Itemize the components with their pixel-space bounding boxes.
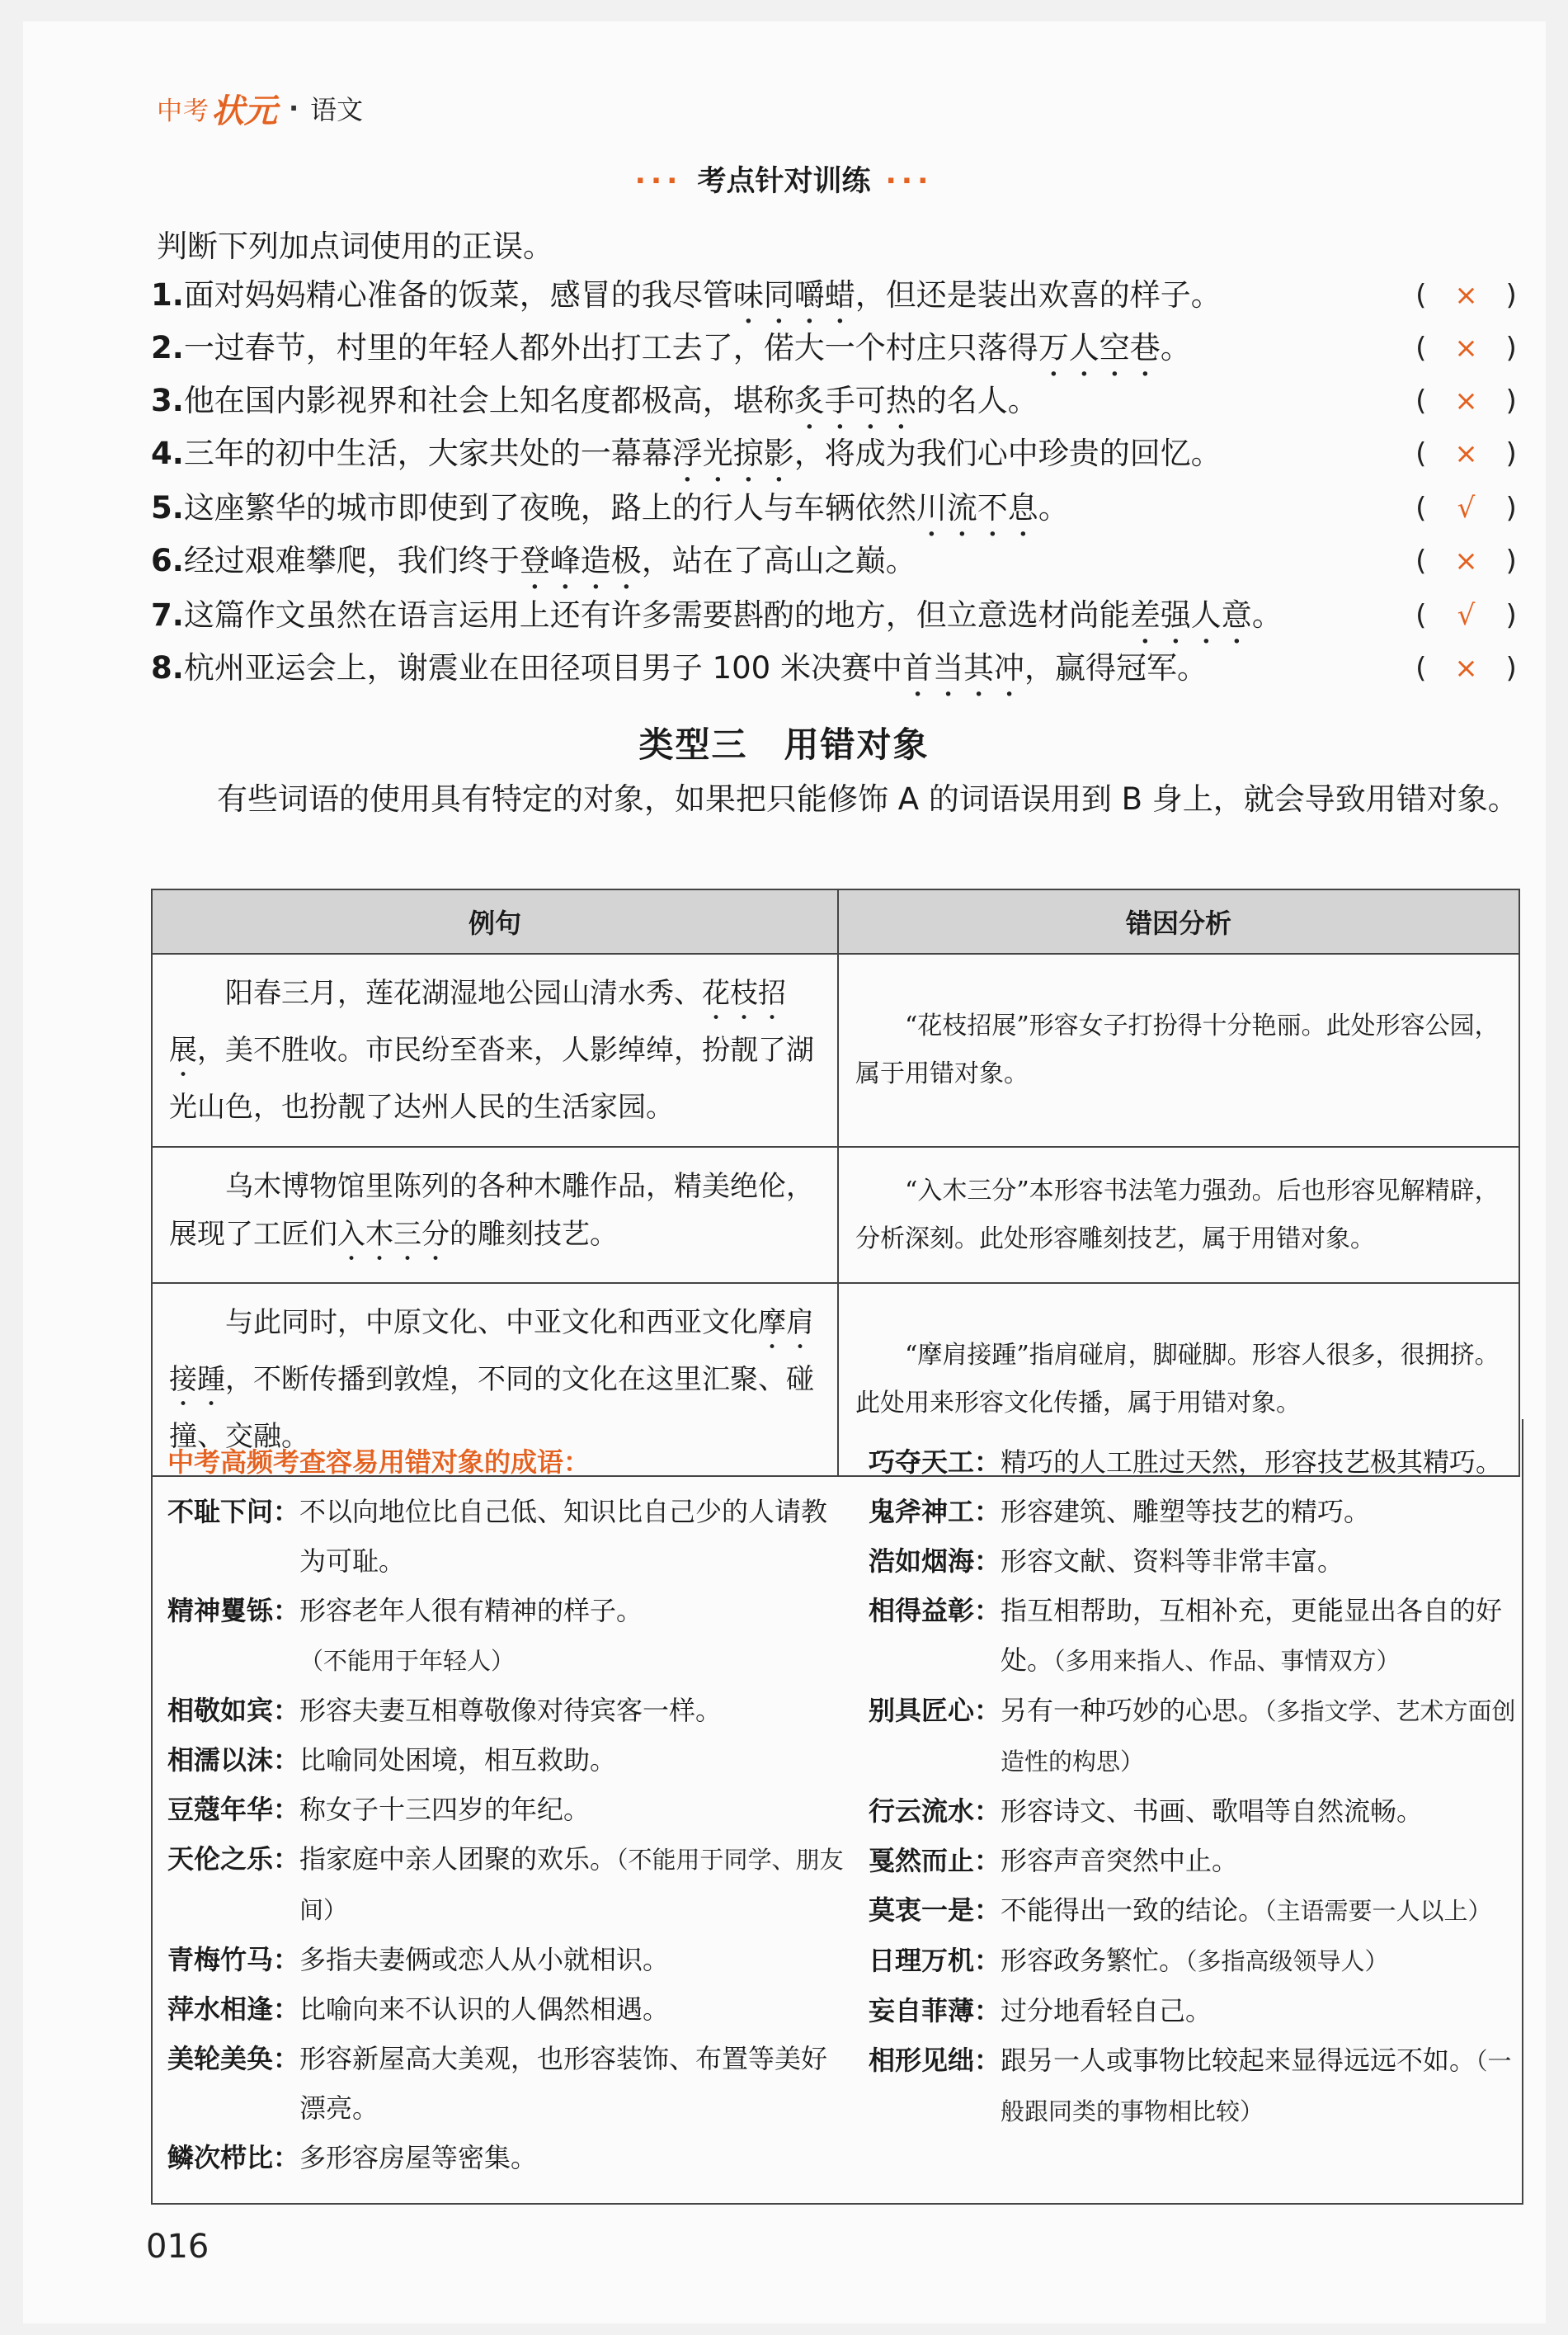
emphasized-idiom: 炙手可热: [793, 383, 916, 418]
idiom-column-left: [167, 1437, 844, 2182]
idiom-note: （一般跟同类的事物相比较）: [1001, 2047, 1512, 2125]
question-number: 4.: [151, 436, 184, 471]
question-number: 1.: [151, 277, 184, 313]
idiom-desc: 形容新屋高大美观，也形容装饰、布置等美好漂亮。: [299, 2043, 828, 2124]
table-header-analysis: 错因分析: [838, 889, 1519, 954]
idiom-item: [869, 1986, 1520, 2035]
idiom-desc: 形容文献、资料等非常丰富。: [1001, 1545, 1344, 1577]
idiom-term: 浩如烟海：: [869, 1545, 1001, 1577]
emphasized-idiom: 浮光掠影: [671, 436, 794, 471]
section-title-text: 考点针对训练: [697, 165, 871, 198]
idiom-term: 相形见绌：: [869, 2045, 1001, 2076]
idiom-item: [167, 1686, 844, 1735]
idiom-definition: [299, 1586, 844, 1686]
answer-box: [1412, 485, 1520, 531]
emphasized-idiom: 入木三分: [337, 1218, 450, 1251]
example-text: 的雕刻技艺。: [450, 1218, 618, 1251]
paren-close: ): [1503, 652, 1520, 685]
idiom-term: 相敬如宾：: [167, 1695, 300, 1726]
paren-open: (: [1412, 652, 1429, 685]
idiom-note: （主语需要一人以上）: [1264, 1897, 1492, 1925]
idiom-desc: 形容夫妻互相尊敬像对待宾客一样。: [299, 1695, 723, 1726]
question-text: 一过春节，村里的年轻人都外出打工去了，偌大一个村庄只落得: [183, 330, 1038, 366]
idiom-term: 美轮美奂：: [167, 2043, 300, 2074]
separator-dot: ·: [289, 92, 299, 124]
idiom-definition: [1001, 1885, 1520, 1936]
idiom-item: [167, 2034, 844, 2133]
exercise-intro: 判断下列加点词使用的正误。: [157, 229, 553, 264]
emphasized-idiom: 差强人意: [1129, 597, 1252, 633]
idiom-desc: 称女子十三四岁的年纪。: [299, 1794, 591, 1825]
idiom-item: [869, 1885, 1520, 1936]
idiom-item: [167, 1586, 844, 1686]
idiom-term: 天伦之乐：: [167, 1843, 300, 1875]
idiom-item: [869, 1786, 1520, 1836]
idiom-term: 精神矍铄：: [167, 1595, 300, 1626]
paren-open: (: [1412, 545, 1429, 578]
idiom-term: 妄自菲薄：: [869, 1995, 1001, 2026]
idiom-desc: 另有一种巧妙的心思。: [1001, 1695, 1265, 1726]
idiom-note: （多指文学、艺术方面创造性的构思）: [1001, 1697, 1516, 1776]
question-text: ，但还是装出欢喜的样子。: [855, 277, 1222, 313]
idiom-definition: [1001, 1536, 1520, 1586]
idiom-note: （多用来指人、作品、事情双方）: [1053, 1647, 1401, 1675]
question-number: 5.: [151, 490, 184, 526]
idiom-item: [869, 2035, 1520, 2136]
question-item: [151, 592, 1520, 639]
question-number: 8.: [151, 650, 184, 686]
idiom-item: [869, 1437, 1520, 1487]
idiom-definition: [1001, 1836, 1520, 1885]
answer-box: [1412, 378, 1520, 424]
paren-close: ): [1503, 437, 1520, 470]
paren-close: ): [1503, 279, 1520, 312]
idiom-desc: 多形容房屋等密集。: [299, 2142, 538, 2173]
idiom-definition: [1001, 1786, 1520, 1836]
idiom-term: 鬼斧神工：: [869, 1496, 1001, 1527]
question-item: [151, 645, 1520, 691]
example-text: 乌木博物馆里陈列的各种木雕作品，精美绝伦，展现了工匠们: [169, 1170, 814, 1251]
idiom-item: [167, 1487, 844, 1586]
answer-box: [1412, 538, 1520, 584]
idiom-definition: [299, 1984, 844, 2034]
type-title: 类型三 用错对象: [638, 724, 930, 765]
paren-open: (: [1412, 492, 1429, 525]
idiom-desc: 多指夫妻俩或恋人从小就相识。: [299, 1944, 670, 1975]
idiom-desc: 比喻同处困境，相互救助。: [299, 1744, 617, 1776]
idiom-box: [151, 1419, 1523, 2205]
idiom-item: [869, 1586, 1520, 1686]
question-text: ，赢得冠军。: [1024, 650, 1208, 686]
idiom-definition: [299, 1686, 844, 1735]
question-text: 面对妈妈精心准备的饭菜，感冒的我尽管: [183, 277, 733, 313]
idiom-definition: [1001, 1586, 1520, 1686]
emphasized-idiom: 摩肩接踵: [169, 1306, 814, 1396]
analysis-cell: “入木三分”本形容书法笔力强劲。后也形容见解精辟，分析深刻。此处形容雕刻技艺，属于用错对象。: [838, 1147, 1519, 1283]
idiom-note: （多指高级领导人）: [1185, 1947, 1389, 1975]
example-text: 与此同时，中原文化、中亚文化和西亚文化: [225, 1306, 758, 1339]
emphasized-idiom: 花枝招展: [169, 977, 786, 1067]
idiom-definition: [299, 1785, 844, 1834]
paren-open: (: [1412, 599, 1429, 632]
idiom-note: （不能用于同学、朋友间）: [299, 1846, 844, 1924]
idiom-term: 日理万机：: [869, 1945, 1001, 1976]
question-text: 。: [1038, 490, 1069, 526]
table-header-example: 例句: [152, 889, 838, 954]
paren-close: ): [1503, 599, 1520, 632]
example-cell: [152, 1147, 838, 1283]
analysis-cell: “花枝招展”形容女子打扮得十分艳丽。此处形容公园，属于用错对象。: [838, 954, 1519, 1147]
idiom-item: [167, 1785, 844, 1834]
decor-dots-left: ···: [634, 165, 683, 198]
idiom-term: 巧夺天工：: [869, 1446, 1001, 1478]
idiom-definition: [1001, 1487, 1520, 1536]
answer-box: [1412, 325, 1520, 371]
idiom-term: 豆蔻年华：: [167, 1794, 300, 1825]
idiom-definition: [1001, 1936, 1520, 1986]
answer-mark: ×: [1454, 437, 1478, 470]
emphasized-idiom: 首当其冲: [902, 650, 1024, 686]
idiom-definition: [299, 1735, 844, 1785]
idiom-item: [869, 1936, 1520, 1986]
idiom-definition: [1001, 2035, 1520, 2136]
question-text: 三年的初中生活，大家共处的一幕幕: [183, 436, 672, 471]
idiom-item: [869, 1686, 1520, 1786]
question-text: 这篇作文虽然在语言运用上还有许多需要斟酌的地方，但立意选材尚能: [183, 597, 1130, 633]
question-item: [151, 272, 1520, 318]
idiom-item: [167, 2133, 844, 2182]
question-item: [151, 325, 1520, 371]
answer-mark: ×: [1454, 279, 1478, 312]
idiom-term: 鳞次栉比：: [167, 2142, 300, 2173]
question-text: 经过艰难攀爬，我们终于: [183, 543, 520, 578]
answer-box: [1412, 645, 1520, 691]
section-title: [0, 158, 1568, 200]
idiom-item: [167, 1834, 844, 1935]
idiom-term: 莫衷一是：: [869, 1894, 1001, 1926]
answer-mark: ×: [1454, 384, 1478, 417]
idiom-desc: 指家庭中亲人团聚的欢乐。: [299, 1843, 617, 1875]
idiom-item: [167, 1935, 844, 1984]
answer-mark: ×: [1454, 652, 1478, 685]
question-text: ，站在了高山之巅。: [641, 543, 916, 578]
idiom-desc: 形容建筑、雕塑等技艺的精巧。: [1001, 1496, 1371, 1527]
question-item: [151, 538, 1520, 584]
idiom-desc: 精巧的人工胜过天然，形容技艺极其精巧。: [1001, 1446, 1503, 1478]
analysis-cell: “摩肩接踵”指肩碰肩，脚碰脚。形容人很多，很拥挤。此处用来形容文化传播，属于用错对象。: [838, 1283, 1519, 1476]
question-text: 。: [1160, 330, 1191, 366]
idiom-desc: 不以向地位比自己低、知识比自己少的人请教为可耻。: [299, 1496, 828, 1577]
idiom-note: （不能用于年轻人）: [299, 1647, 516, 1675]
question-number: 6.: [151, 543, 184, 578]
subject-label: 语文: [310, 94, 364, 125]
question-number: 7.: [151, 597, 184, 633]
idiom-term: 别具匠心：: [869, 1695, 1001, 1726]
question-number: 2.: [151, 330, 184, 366]
answer-mark: ×: [1454, 545, 1478, 578]
question-text: 这座繁华的城市即使到了夜晚，路上的行人与车辆依然: [183, 490, 916, 526]
idiom-desc: 形容老年人很有精神的样子。: [299, 1595, 643, 1626]
idiom-item: [869, 1536, 1520, 1586]
question-number: 3.: [151, 383, 184, 418]
question-text: 的名人。: [916, 383, 1038, 418]
question-text: ，将成为我们心中珍贵的回忆。: [793, 436, 1222, 471]
idiom-term: 不耻下问：: [167, 1496, 300, 1527]
question-text: 杭州亚运会上，谢震业在田径项目男子 100 米决赛中: [183, 650, 902, 686]
idiom-desc: 过分地看轻自己。: [1001, 1995, 1212, 2026]
idiom-item: [869, 1487, 1520, 1536]
answer-mark: √: [1457, 492, 1476, 525]
page-number: 016: [146, 2228, 210, 2266]
idiom-desc: 形容政务繁忙。: [1001, 1945, 1186, 1976]
idiom-column-right: [869, 1437, 1520, 2136]
example-text: ，美不胜收。市民纷至沓来，人影绰绰，扮靓了湖光山色，也扮靓了达州人民的生活家园。: [169, 1034, 814, 1124]
paren-open: (: [1412, 279, 1429, 312]
answer-mark: ×: [1454, 332, 1478, 365]
paren-open: (: [1412, 437, 1429, 470]
table-row: [152, 1147, 1519, 1283]
paren-close: ): [1503, 545, 1520, 578]
answer-mark: √: [1457, 599, 1476, 632]
question-text: 。: [1251, 597, 1283, 633]
answer-box: [1412, 592, 1520, 639]
example-cell: [152, 954, 838, 1147]
page-header: [157, 87, 363, 129]
paren-close: ): [1503, 384, 1520, 417]
idiom-term: 相濡以沫：: [167, 1744, 300, 1776]
idiom-term: 行云流水：: [869, 1795, 1001, 1827]
question-item: [151, 378, 1520, 424]
idiom-definition: [299, 2133, 844, 2182]
type-description: 有些词语的使用具有特定的对象，如果把只能修饰 A 的词语误用到 B 身上，就会导致用错对象。: [217, 781, 1519, 817]
idiom-definition: [1001, 1437, 1520, 1487]
decor-dots-right: ···: [885, 165, 934, 198]
example-text: ，不断传播到敦煌，不同的文化在这里汇聚、碰撞、交融。: [169, 1363, 814, 1453]
idiom-desc: 形容声音突然中止。: [1001, 1845, 1239, 1876]
brand-text: 中考: [157, 96, 210, 126]
idiom-desc: 不能得出一致的结论。: [1001, 1894, 1265, 1926]
question-text: 他在国内影视界和社会上知名度都极高，堪称: [183, 383, 794, 418]
table-row: [152, 954, 1519, 1147]
idiom-item: [167, 1735, 844, 1785]
idiom-definition: [299, 1834, 844, 1935]
emphasized-idiom: 万人空巷: [1038, 330, 1161, 366]
idiom-term: 青梅竹马：: [167, 1944, 300, 1975]
answer-box: [1412, 272, 1520, 318]
paren-open: (: [1412, 384, 1429, 417]
idiom-definition: [299, 1487, 844, 1586]
brand-logo: 状元: [211, 92, 277, 130]
idiom-definition: [299, 1935, 844, 1984]
example-text: 阳春三月，莲花湖湿地公园山清水秀、: [225, 977, 702, 1010]
idiom-term: 戛然而止：: [869, 1845, 1001, 1876]
idiom-desc: 比喻向来不认识的人偶然相遇。: [299, 1993, 670, 2025]
example-table: [151, 889, 1520, 1477]
idiom-definition: [1001, 1686, 1520, 1786]
idiom-definition: [1001, 1986, 1520, 2035]
idiom-term: 萍水相逢：: [167, 1993, 300, 2025]
idiom-heading: 中考高频考查容易用错对象的成语：: [167, 1446, 591, 1478]
emphasized-idiom: 川流不息: [916, 490, 1038, 526]
idiom-term: 相得益彰：: [869, 1595, 1001, 1626]
idiom-desc: 形容诗文、书画、歌唱等自然流畅。: [1001, 1795, 1424, 1827]
idiom-desc: 指互相帮助，互相补充，更能显出各自的好处。: [1001, 1595, 1503, 1676]
question-item: [151, 431, 1520, 477]
idiom-item: [869, 1836, 1520, 1885]
paren-close: ): [1503, 332, 1520, 365]
question-item: [151, 485, 1520, 531]
answer-box: [1412, 431, 1520, 477]
paren-close: ): [1503, 492, 1520, 525]
paren-open: (: [1412, 332, 1429, 365]
idiom-desc: 跟另一人或事物比较起来显得远远不如。: [1001, 2045, 1476, 2076]
emphasized-idiom: 味同嚼蜡: [732, 277, 855, 313]
emphasized-idiom: 登峰造极: [519, 543, 642, 578]
idiom-definition: [299, 2034, 844, 2133]
idiom-item: [167, 1984, 844, 2034]
